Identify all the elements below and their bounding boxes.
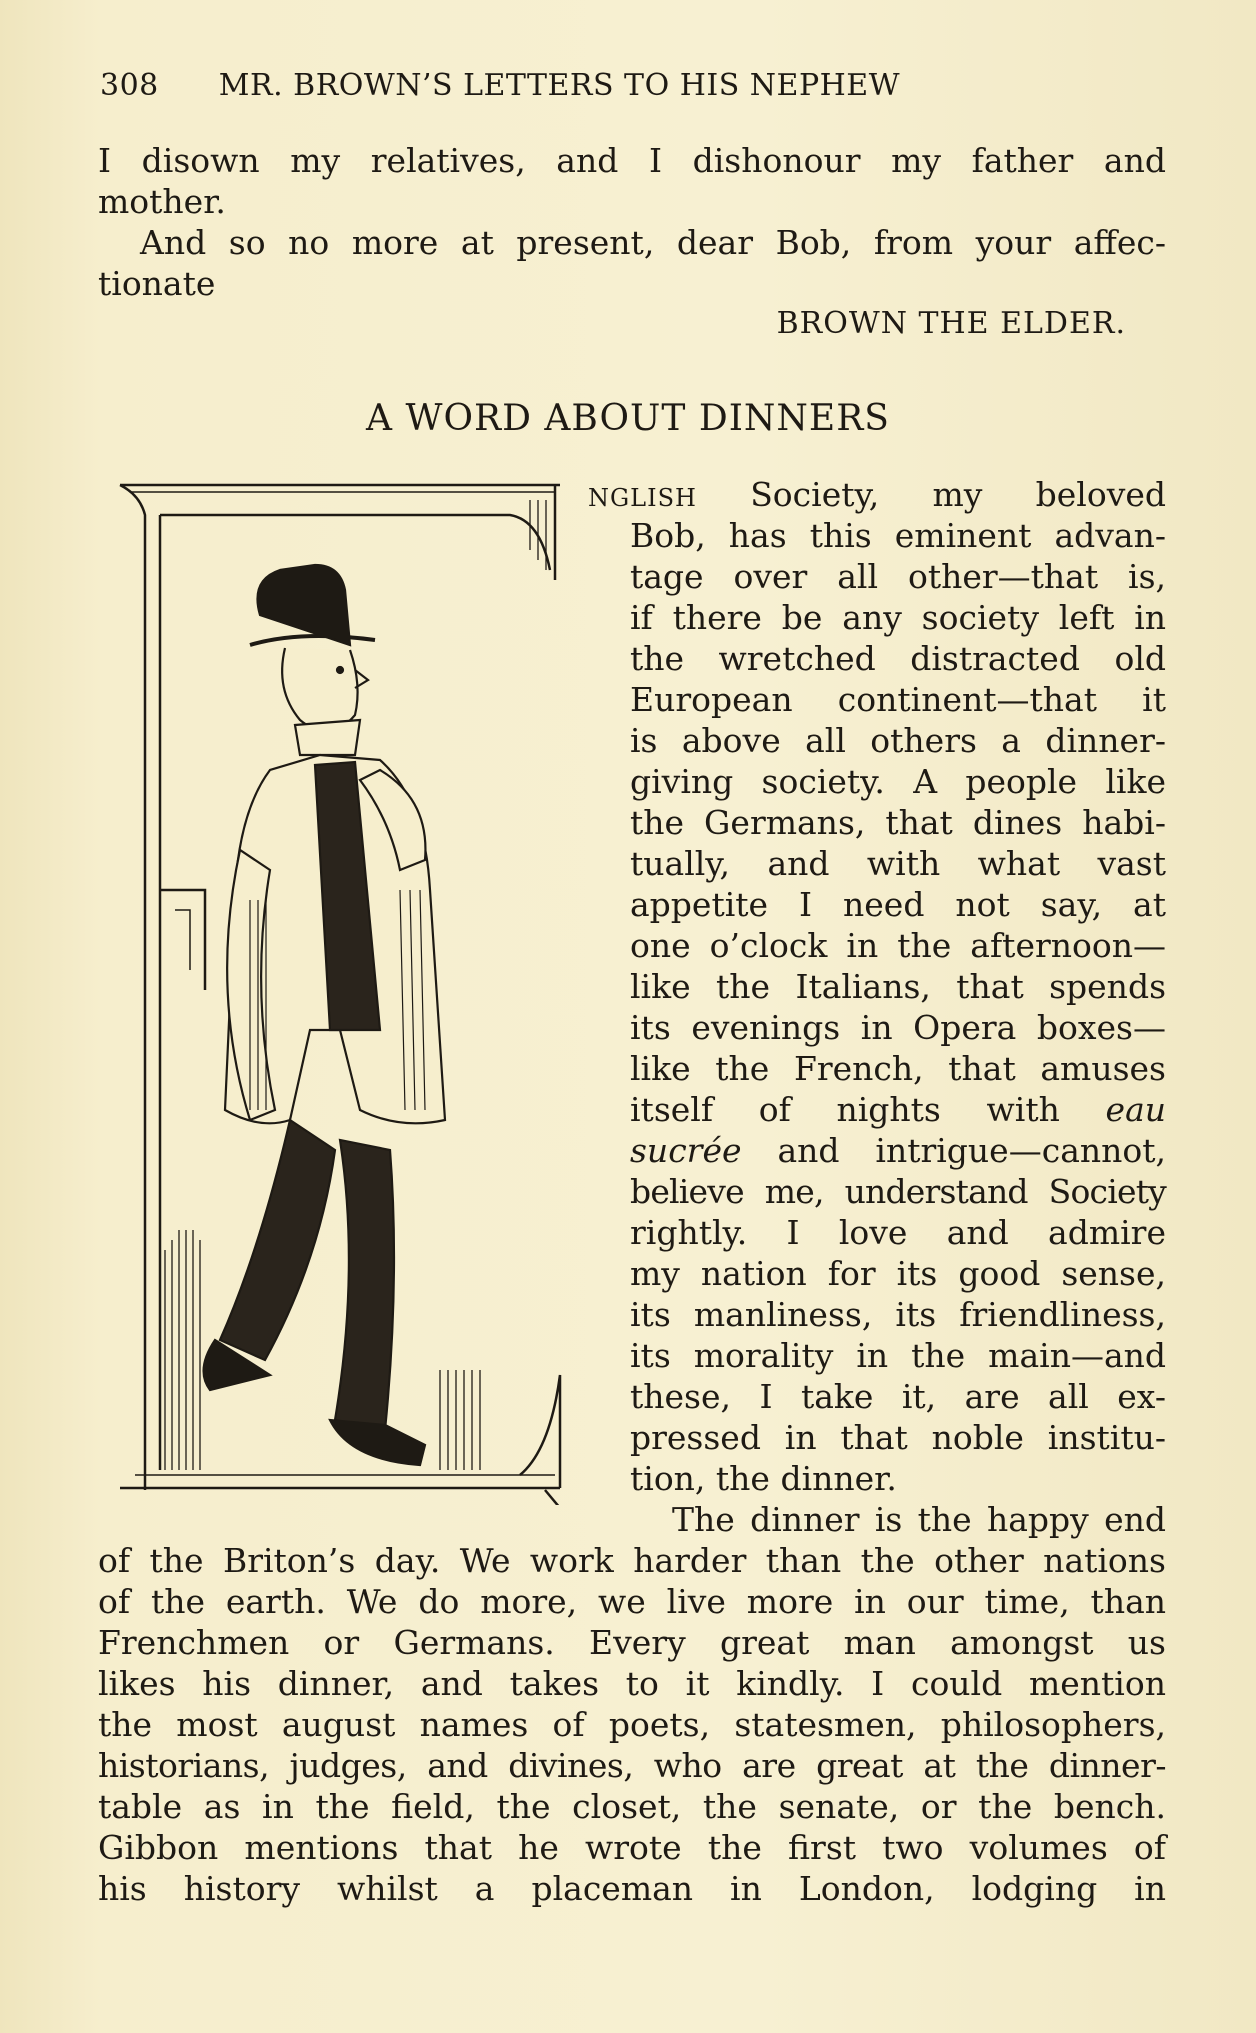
text-line: pressed in that noble institu- <box>630 1418 1166 1457</box>
text-span: Society, my beloved <box>750 475 1166 514</box>
text-line: table as in the field, the closet, the senate, or the bench. <box>98 1787 1166 1826</box>
text-line: is above all others a dinner- <box>630 721 1166 760</box>
text-line: of the Briton’s day. We work harder than the other nations <box>98 1541 1166 1580</box>
text-line: Bob, has this eminent advan- <box>630 516 1166 555</box>
italic-phrase: sucrée <box>630 1131 742 1170</box>
text-line: tion, the dinner. <box>630 1459 897 1498</box>
text-line: mother. <box>98 182 226 221</box>
running-head <box>100 68 900 103</box>
text-line: its manliness, its friendliness, <box>630 1295 1166 1334</box>
text-line: And so no more at present, dear Bob, from your affec- <box>140 223 1166 262</box>
italic-phrase: eau <box>1105 1090 1167 1129</box>
text-line: the wretched distracted old <box>630 639 1166 678</box>
text-line: The dinner is the happy end <box>672 1500 1166 1539</box>
text-line: my nation for its good sense, <box>630 1254 1166 1293</box>
signature: BROWN THE ELDER. <box>776 306 1126 341</box>
text-line: Gibbon mentions that he wrote the first two volumes of <box>98 1828 1166 1867</box>
text-line: of the earth. We do more, we live more in our time, than <box>98 1582 1166 1621</box>
text-line: appetite I need not say, at <box>630 885 1166 924</box>
text-line: its morality in the main—and <box>630 1336 1166 1375</box>
text-line: I disown my relatives, and I dishonour my father and <box>98 141 1166 180</box>
gentleman-figure <box>204 565 445 1465</box>
text-line: if there be any society left in <box>630 598 1166 637</box>
text-line: Frenchmen or Germans. Every great man amongst us <box>98 1623 1166 1662</box>
text-line: tionate <box>98 264 216 303</box>
text-line <box>630 1131 1166 1171</box>
text-line <box>630 1090 1166 1130</box>
text-line <box>588 475 1166 518</box>
text-line: believe me, understand Society <box>630 1172 1166 1211</box>
text-line: his history whilst a placeman in London, lodging in <box>98 1869 1166 1908</box>
section-heading: A WORD ABOUT DINNERS <box>366 398 890 439</box>
text-line: one o’clock in the afternoon— <box>630 926 1166 965</box>
text-line: likes his dinner, and takes to it kindly. I could mention <box>98 1664 1166 1703</box>
text-line: giving society. A people like <box>630 762 1166 801</box>
text-line: like the French, that amuses <box>630 1049 1166 1088</box>
text-line: rightly. I love and admire <box>630 1213 1166 1252</box>
text-line: these, I take it, are all ex- <box>630 1377 1166 1416</box>
running-title: MR. BROWN’S LETTERS TO HIS NEPHEW <box>218 68 901 103</box>
text-line: the most august names of poets, statesmen, philosophers, <box>98 1705 1166 1744</box>
text-span: itself of nights with <box>630 1090 1060 1129</box>
text-span: and intrigue—cannot, <box>777 1131 1166 1170</box>
text-line: historians, judges, and divines, who are great at the dinner- <box>98 1746 1166 1785</box>
text-line: tually, and with what vast <box>630 844 1166 883</box>
text-line: like the Italians, that spends <box>630 967 1166 1006</box>
first-line-caps: NGLISH <box>588 484 697 512</box>
text-line: tage over all other—that is, <box>630 557 1166 596</box>
text-line: European continent—that it <box>630 680 1166 719</box>
text-line: its evenings in Opera boxes— <box>630 1008 1166 1047</box>
drop-cap-illustration <box>100 470 590 1505</box>
page-number: 308 <box>100 68 159 103</box>
text-line: the Germans, that dines habi- <box>630 803 1166 842</box>
